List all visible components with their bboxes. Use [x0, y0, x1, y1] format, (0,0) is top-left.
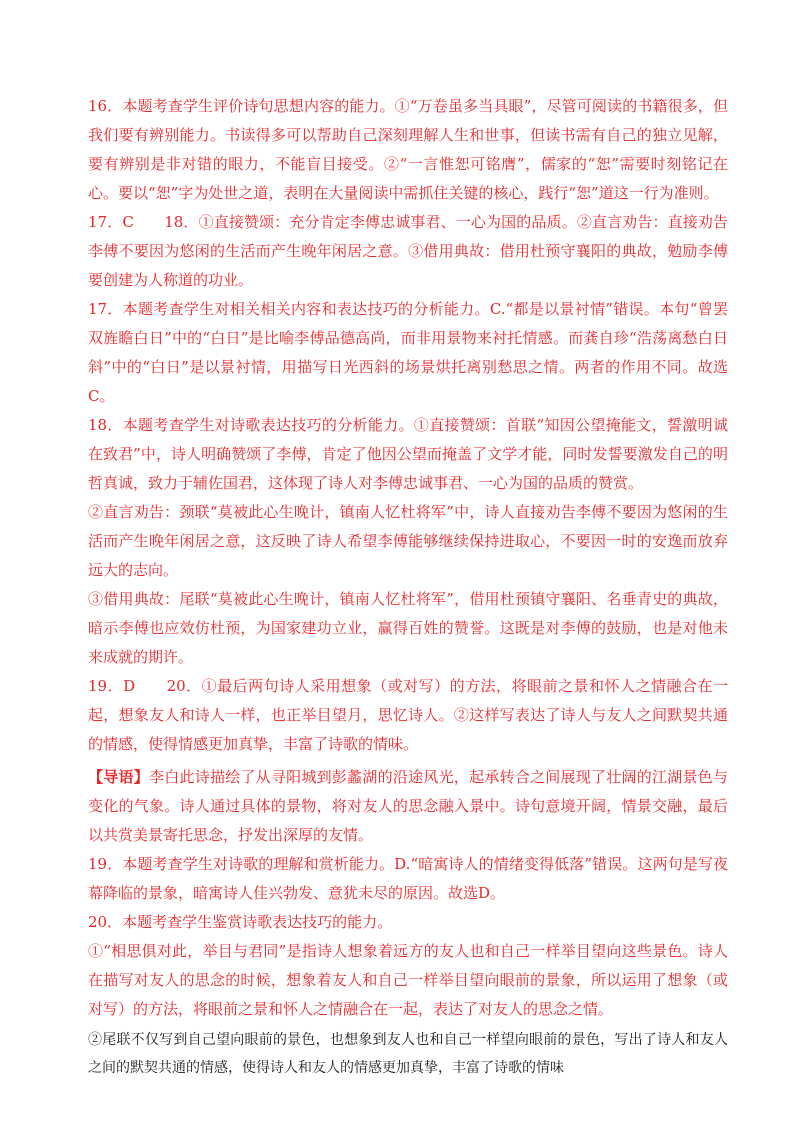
- guide-tag: 【导语】: [88, 768, 149, 786]
- guide-text: 李白此诗描绘了从寻阳城到彭蠡湖的沿途风光，起承转合之间展现了壮阔的江湖景色与变化的气象。诗人通过具体的景物，将对友人的思念融入景中。诗句意境开阔，情景交融，最后以共赏美景寄托思念，抒发出深厚的友情。: [88, 768, 728, 844]
- analysis-q18-part3: ③借用典故：尾联“莫被此心生晚计，镇南人忆杜将军”，借用杜预镇守襄阳、名垂青史的典故，暗示李傅也应效仿杜预，为国家建功立业，赢得百姓的赞誉。这既是对李傅的鼓励，也是对他未来成就的期许。: [88, 590, 728, 666]
- answer-q19-q20: 19．D 20．①最后两句诗人采用想象（或对写）的方法，将眼前之景和怀人之情融合在一起，想象友人和诗人一样，也正举目望月，思忆诗人。②这样写表达了诗人与友人之间默契共通的情感，使得情感更加真挚，丰富了诗歌的情味。: [88, 677, 728, 753]
- analysis-q20-part2: ②尾联不仅写到自己望向眼前的景色，也想象到友人也和自己一样望向眼前的景色，写出了诗人和友人之间的默契共通的情感，使得诗人和友人的情感更加真挚，丰富了诗歌的情味: [88, 1032, 728, 1076]
- analysis-q16: 16．本题考查学生评价诗句思想内容的能力。①“万卷虽多当具眼”，尽管可阅读的书籍很多，但我们要有辨别能力。书读得多可以帮助自己深刻理解人生和世事，但读书需有自己的独立见解，要有辨别是非对错的眼力，不能盲目接受。②“一言惟恕可铭膺”，儒家的“恕”需要时刻铭记在心。要以“恕”字为处世之道，表明在大量阅读中需抓住关键的核心，践行“恕”道这一行为准则。: [88, 97, 728, 202]
- answer-page: [88, 92, 728, 1082]
- answer-q17-q18: 17．C 18．①直接赞颂：充分肯定李傅忠诚事君、一心为国的品质。②直言劝告：直接劝告李傅不要因为悠闲的生活而产生晚年闲居之意。③借用典故：借用杜预守襄阳的典故，勉励李傅要创建为人称道的功业。: [88, 213, 728, 289]
- analysis-q19: 19．本题考查学生对诗歌的理解和赏析能力。D.“暗寓诗人的情绪变得低落”错误。这两句是写夜幕降临的景象，暗寓诗人佳兴勃发、意犹未尽的原因。故选D。: [88, 855, 728, 902]
- guide-paragraph: [88, 763, 728, 850]
- analysis-q18-part1: 18．本题考查学生对诗歌表达技巧的分析能力。①直接赞颂：首联“知因公望掩能文，誓激明诚在致君”中，诗人明确赞颂了李傅，肯定了他因公望而掩盖了文学才能，同时发誓要激发自己的明哲真诚，致力于辅佐国君，这体现了诗人对李傅忠诚事君、一心为国的品质的赞赏。: [88, 416, 728, 492]
- analysis-q18-part2: ②直言劝告：颈联“莫被此心生晚计，镇南人忆杜将军”中，诗人直接劝告李傅不要因为悠闲的生活而产生晚年闲居之意，这反映了诗人希望李傅能够继续保持进取心，不要因一时的安逸而放弃远大的志向。: [88, 503, 728, 579]
- analysis-q20-part1: ①“相思俱对此，举目与君同”是指诗人想象着远方的友人也和自己一样举目望向这些景色。诗人在描写对友人的思念的时候，想象着友人和自己一样举目望向眼前的景象，所以运用了想象（或对写）的方法，将眼前之景和怀人之情融合在一起，表达了对友人的思念之情。: [88, 942, 728, 1018]
- analysis-q17: 17．本题考查学生对相关相关内容和表达技巧的分析能力。C.“都是以景衬情”错误。本句“曾罢双旌瞻白日”中的“白日”是比喻李傅品德高尚，而非用景物来衬托情感。而龚自珍“浩荡离愁白日斜”中的“白日”是以景衬情，用描写日光西斜的场景烘托离别愁思之情。两者的作用不同。故选C。: [88, 300, 728, 405]
- analysis-q20-heading: 20．本题考查学生鉴赏诗歌表达技巧的能力。: [88, 913, 393, 931]
